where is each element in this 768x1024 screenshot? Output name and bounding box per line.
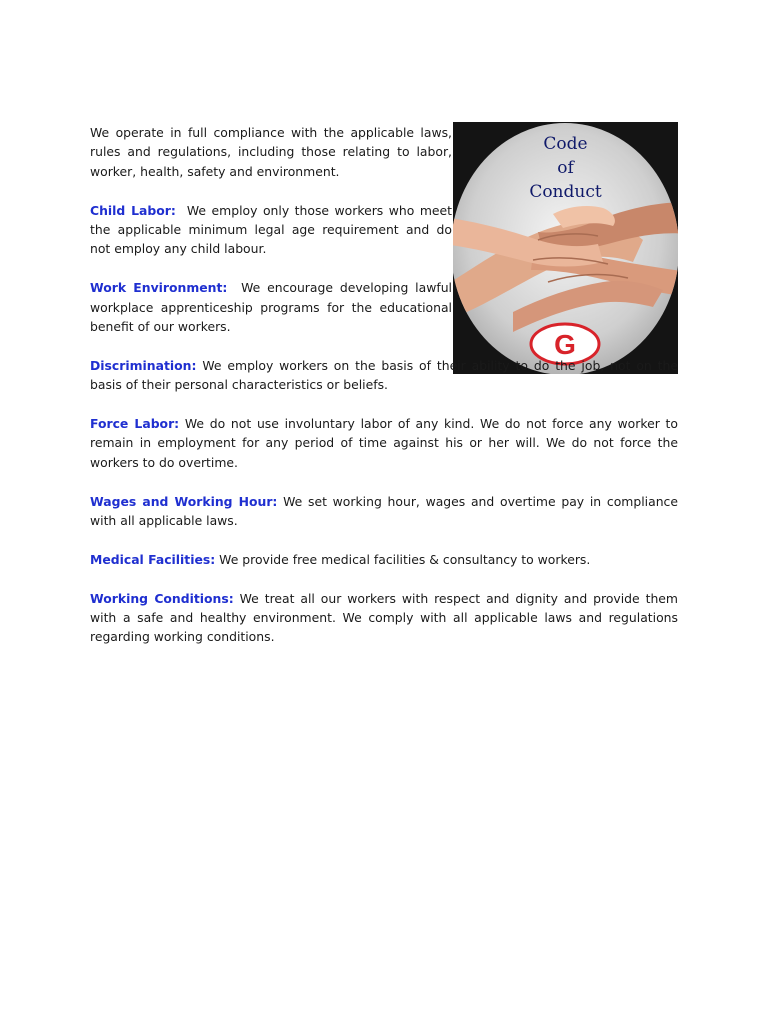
caption-line-3: Conduct: [529, 182, 602, 202]
section-label: Work Environment:: [90, 280, 228, 296]
section-force-labor: [90, 414, 678, 472]
section-working-conditions: [90, 589, 678, 647]
intro-paragraph: We operate in full compliance with the applicable laws, rules and regulations, including those relating to labor, worker, health, safety and environment.: [90, 125, 452, 179]
caption-line-2: of: [557, 158, 574, 178]
svg-text:G: G: [554, 329, 576, 360]
section-text: We employ workers on the basis of their ability to do the job, not on the basis of their personal characteristics or beliefs.: [90, 357, 678, 393]
document-body: [90, 123, 678, 666]
section-medical-facilities: [90, 550, 678, 569]
section-text: We provide free medical facilities & consultancy to workers.: [219, 551, 591, 567]
section-wages-working-hour: [90, 492, 678, 531]
section-text: We treat all our workers with respect and dignity and provide them with a safe and healthy environment. We comply with all applicable laws and regulations regarding working conditions.: [90, 590, 678, 645]
caption-line-1: Code: [543, 134, 588, 154]
section-label: Medical Facilities:: [90, 551, 216, 567]
section-child-labor: [90, 201, 452, 259]
section-label: Discrimination:: [90, 357, 197, 373]
section-label: Working Conditions:: [90, 590, 234, 606]
section-text: We encourage developing lawful workplace apprenticeship programs for the educational benefit of our workers.: [90, 280, 452, 335]
section-text: We set working hour, wages and overtime pay in compliance with all applicable laws.: [90, 493, 678, 529]
section-label: Wages and Working Hour:: [90, 493, 278, 509]
section-label: Child Labor:: [90, 202, 176, 218]
section-text: We do not use involuntary labor of any kind. We do not force any worker to remain in employment for any period of time against his or her will. We do not force the workers to do overtime.: [90, 416, 678, 470]
section-text: We employ only those workers who meet the applicable minimum legal age requirement and do not employ any child labour.: [90, 202, 453, 257]
section-work-environment: [90, 278, 452, 336]
section-label: Force Labor:: [90, 416, 180, 432]
section-discrimination: [90, 356, 678, 395]
